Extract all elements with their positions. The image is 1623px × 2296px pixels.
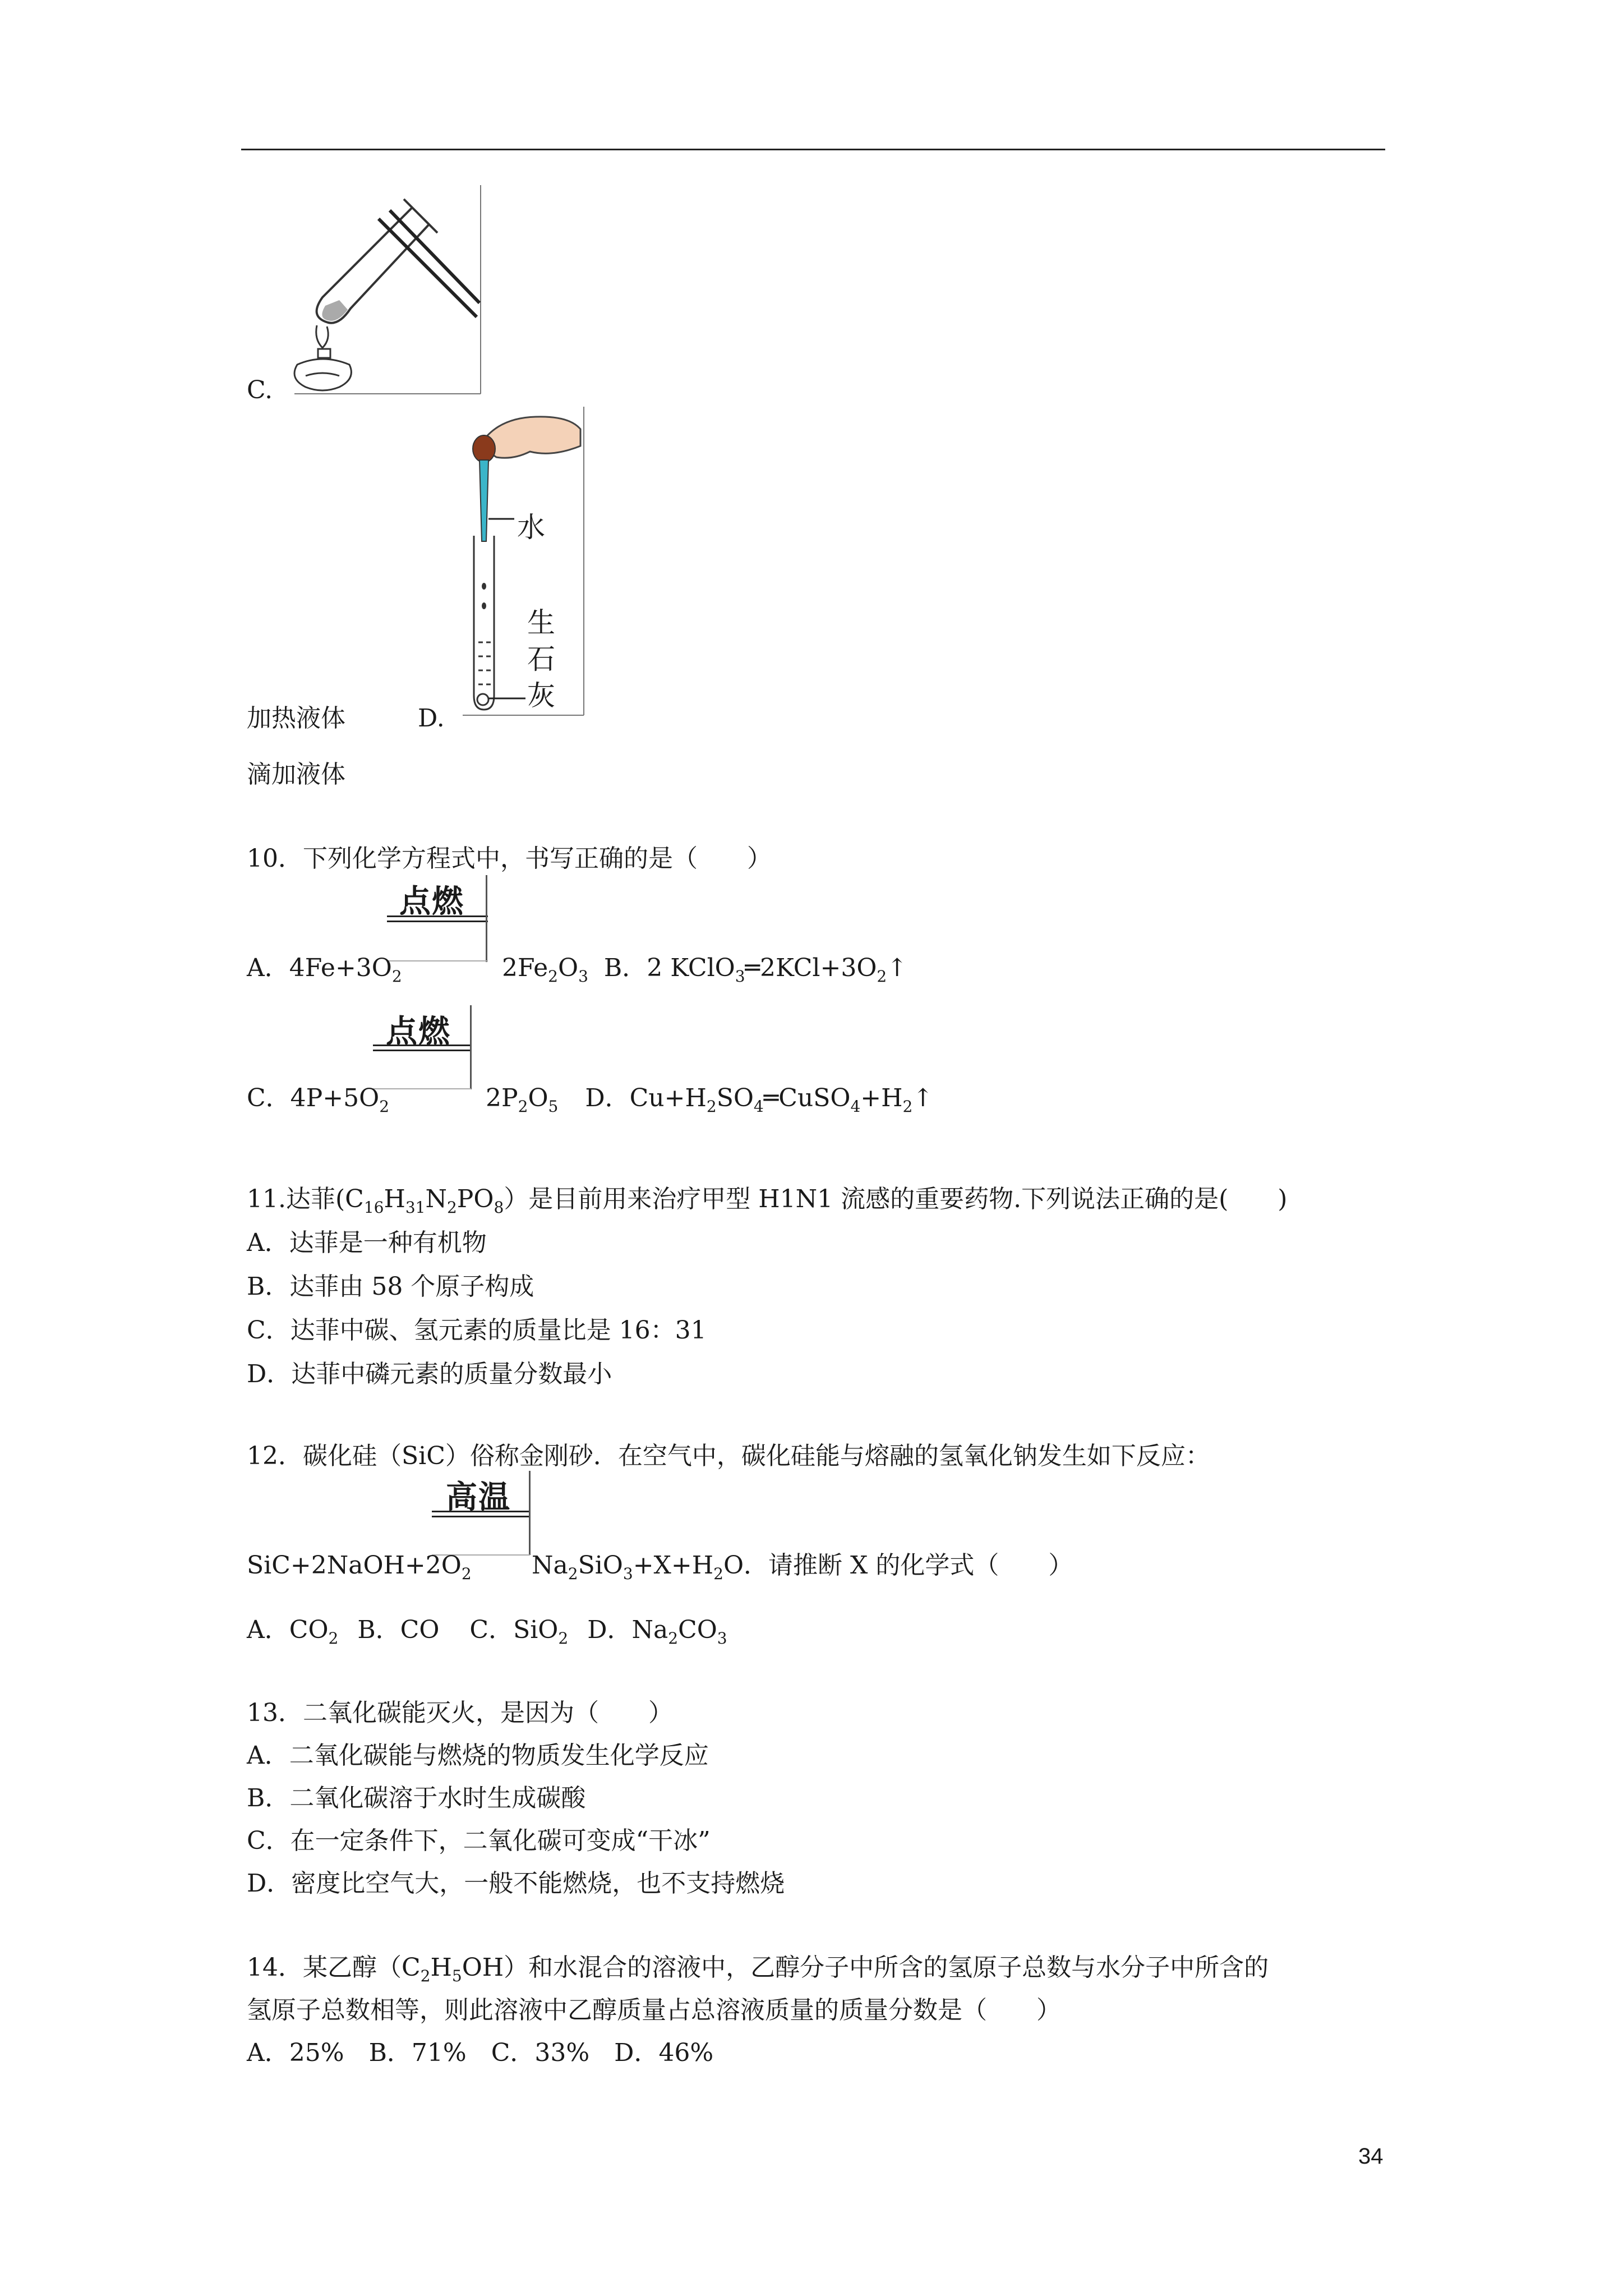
header-rule: [241, 149, 1385, 150]
q13-option-b: B．二氧化碳溶于水时生成碳酸: [247, 1784, 586, 1812]
q11-option-b: B．达菲由 58 个原子构成: [247, 1272, 534, 1301]
q13-stem: 13．二氧化碳能灭火，是因为（ ）: [247, 1699, 673, 1727]
q11-option-c: C．达菲中碳、氢元素的质量比是 16：31: [247, 1316, 707, 1345]
option-c-label: C.: [247, 376, 273, 404]
q14-stem-line1: 14．某乙醇$(C_2H_5OH)$和水混合的溶液中，乙醇分子中所含的氢原子总数与水分子中所含的: [247, 1953, 1269, 1985]
page-number: 34: [1358, 2144, 1384, 2169]
label-quicklime-1: 生: [527, 606, 555, 639]
q10-stem: 10．下列化学方程式中，书写正确的是（ ）: [247, 844, 772, 873]
q12-eq-tick: [529, 1471, 531, 1555]
label-water: 水: [517, 511, 545, 544]
q10-option-a: A．$4Fe+3O_2$: [247, 954, 402, 986]
q12-stem: 12．碳化硅（SiC）俗称金刚砂．在空气中，碳化硅能与熔融的氢氧化钠发生如下反应：: [247, 1442, 1210, 1470]
label-quicklime-3: 灰: [527, 679, 555, 712]
q10-a-eq-base: [387, 960, 488, 961]
q10-c-condition: 点燃: [386, 1014, 451, 1050]
q13-option-c: C．在一定条件下，二氧化碳可变成“干冰”: [247, 1826, 711, 1855]
q10-c-eq-sign: [373, 1045, 471, 1051]
q10-a-eq-sign: [387, 915, 488, 922]
caption-dropping-liquid: 滴加液体: [247, 760, 345, 789]
q10-a-eq-tick: [486, 875, 487, 962]
q12-eq-sign: [432, 1511, 530, 1517]
q11-stem: 11.达菲$(C_{16}H_{31}N_2PO_8)$是目前用来治疗甲型 H1N1 流感的重要药物.下列说法正确的是( ): [247, 1185, 1288, 1217]
q11-option-a: A．达菲是一种有机物: [247, 1228, 487, 1257]
figure-dropping-liquid: [463, 407, 589, 718]
q14-stem-line2: 氢原子总数相等，则此溶液中乙醇质量占总溶液质量的质量分数是（ ）: [247, 1996, 1061, 2024]
q12-equation-left: $SiC+2NaOH+2O_2$: [247, 1551, 472, 1583]
q10-a-condition: 点燃: [399, 884, 464, 920]
q12-options: A．$CO_2$ B．CO C．SiO$_2$ D．$Na_2CO_3$: [247, 1616, 727, 1648]
figure-heating-liquid: [283, 185, 485, 398]
q11-option-d: D．达菲中磷元素的质量分数最小: [247, 1360, 612, 1388]
q13-option-d: D．密度比空气大，一般不能燃烧，也不支持燃烧: [247, 1869, 785, 1898]
label-quicklime-2: 石: [527, 643, 555, 675]
q13-option-a: A．二氧化碳能与燃烧的物质发生化学反应: [247, 1741, 709, 1770]
q10-option-c: C．$4P+5O_2$: [247, 1084, 390, 1116]
q14-options: A．25% B．71% C．33% D．46%: [247, 2039, 714, 2067]
q10-option-a-product: $2Fe_2O_3$ B．2 $KClO_3═2KCl+3O_2↑$: [502, 954, 908, 986]
q10-c-eq-tick: [470, 1005, 472, 1089]
q12-equation-right: $Na_2SiO_3+X+H_2O$．请推断 X 的化学式（ ）: [532, 1551, 1073, 1583]
q10-option-c-product: $2P_2O_5$ D．$Cu+H_2SO_4═CuSO_4+H_2↑$: [486, 1084, 934, 1116]
caption-heating-liquid: 加热液体: [247, 704, 345, 733]
option-d-label: D.: [418, 704, 445, 733]
q12-condition: 高温: [446, 1479, 511, 1516]
